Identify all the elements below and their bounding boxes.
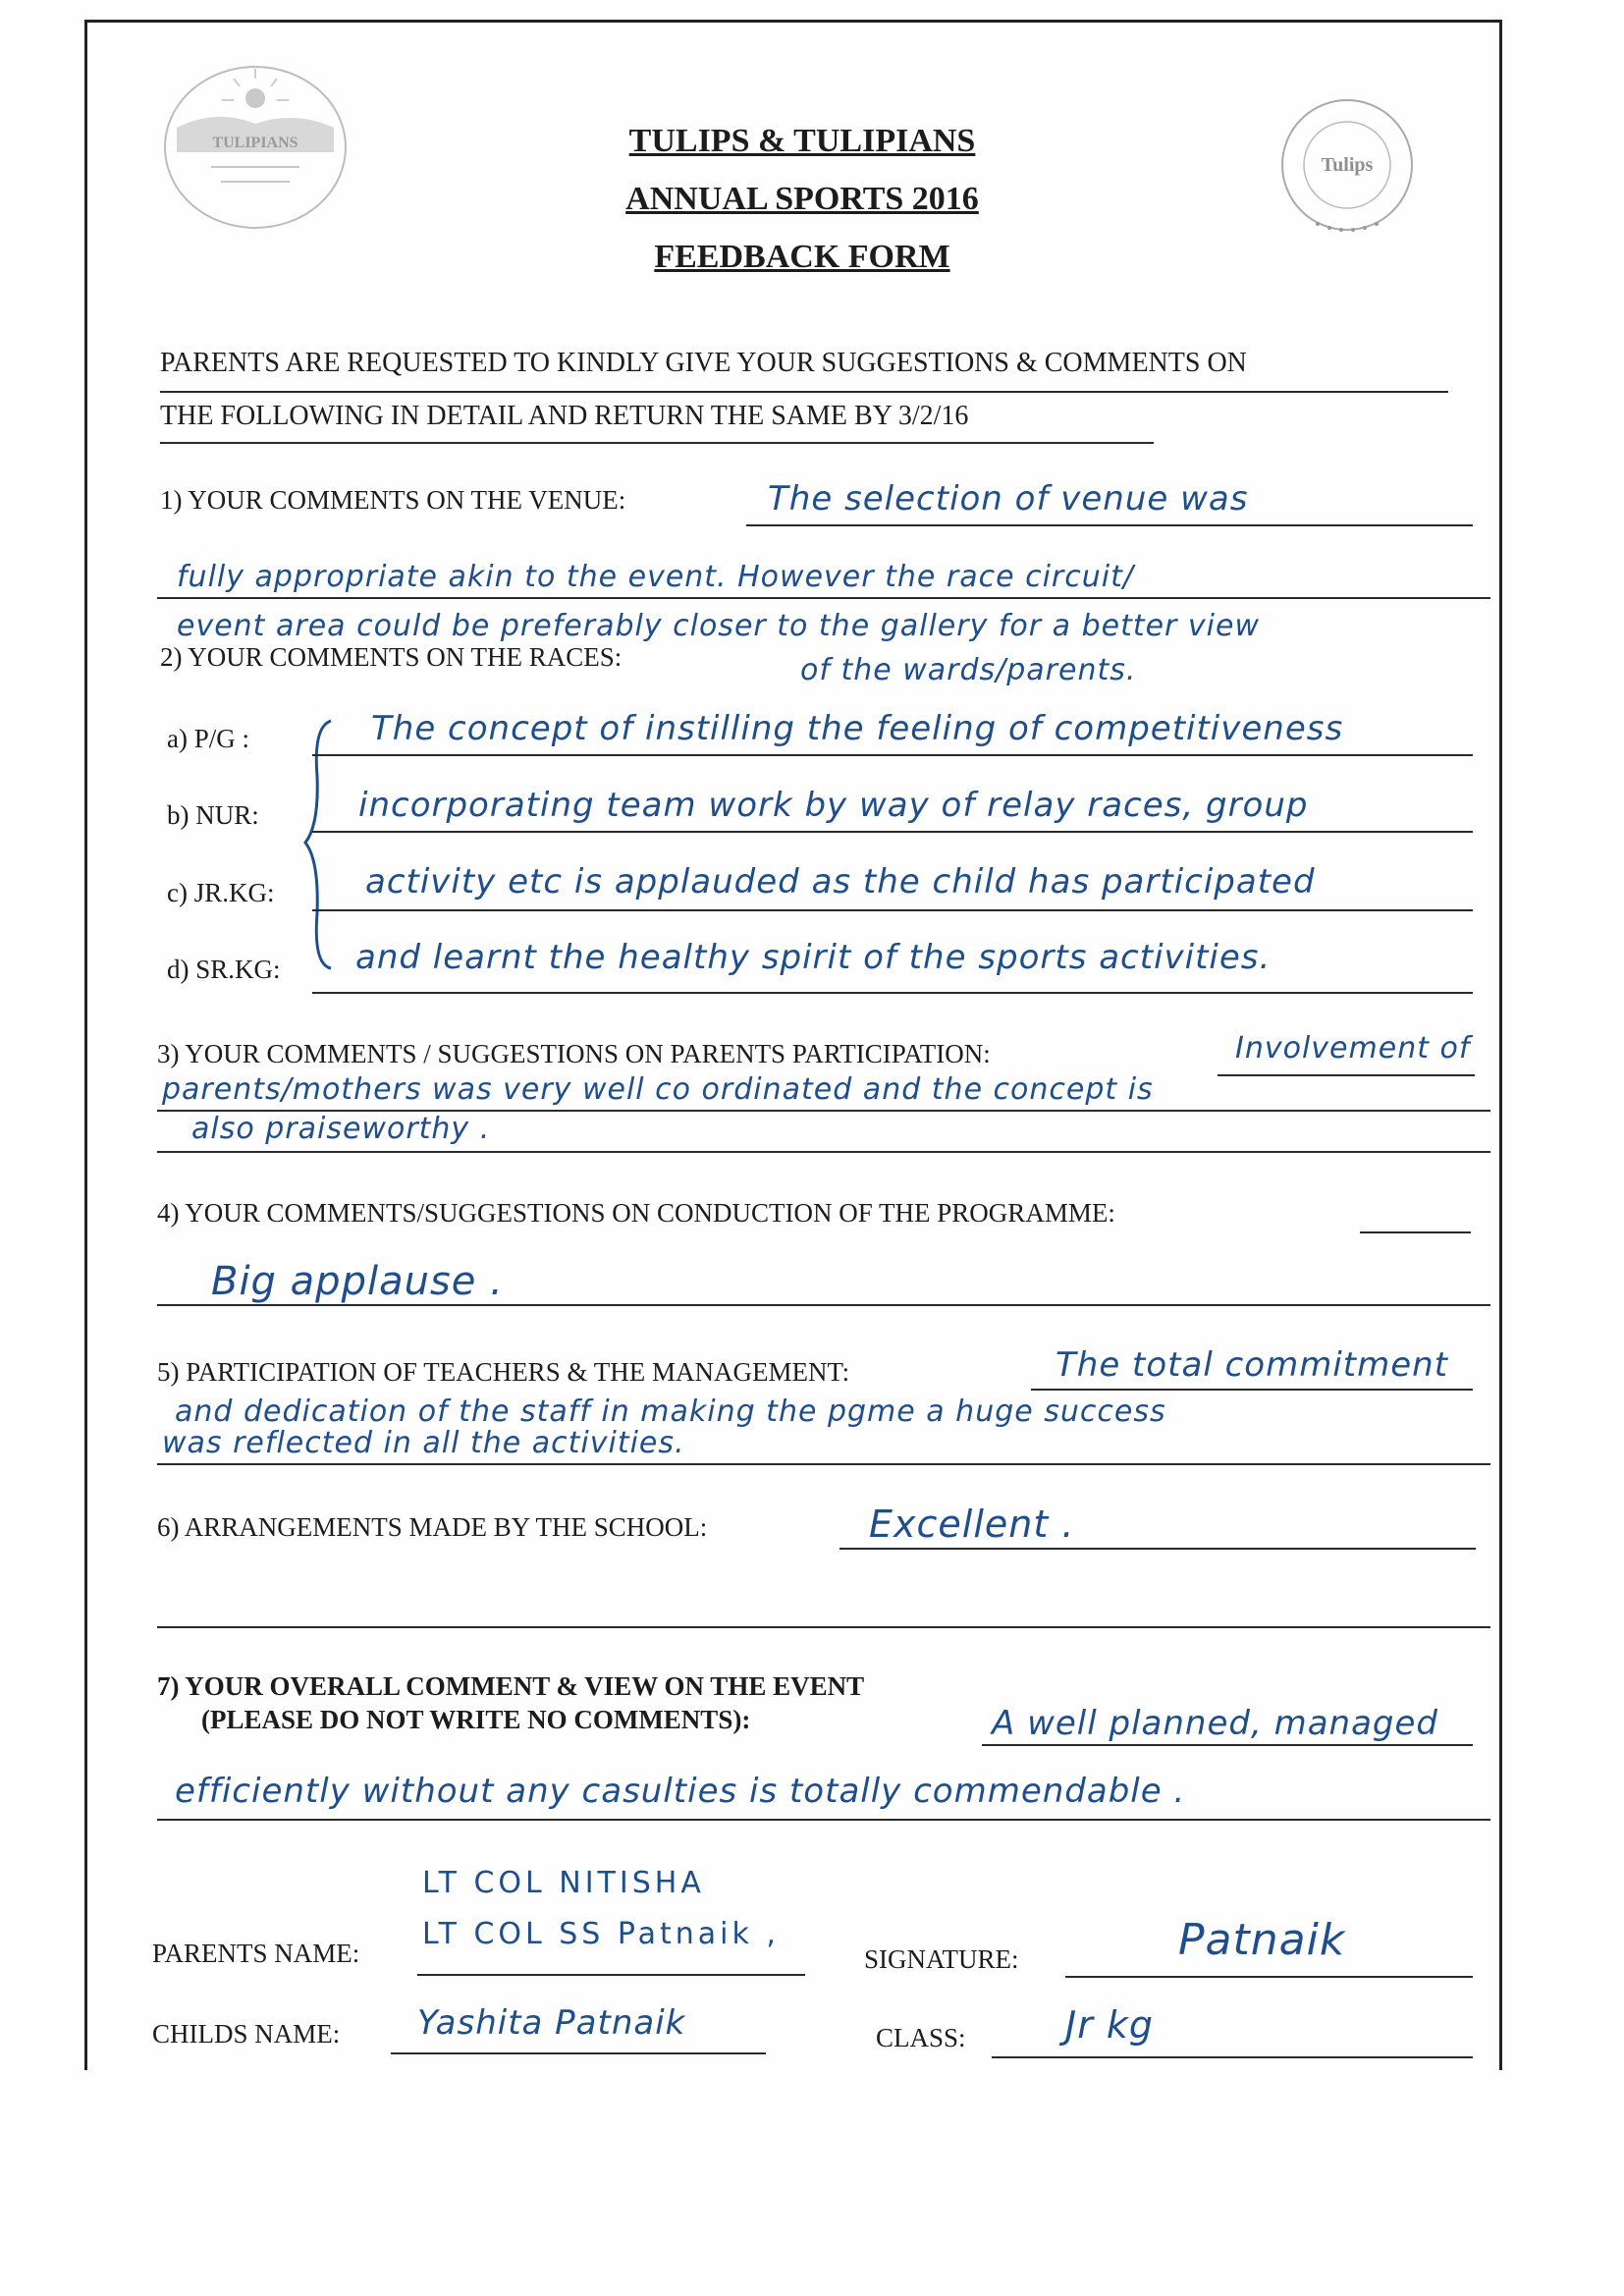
q2-answer-line-pg[interactable] bbox=[312, 754, 1473, 756]
q2-answer-1: The concept of instilling the feeling of competitiveness bbox=[371, 709, 1344, 748]
q5-answer-line-1[interactable] bbox=[1031, 1389, 1473, 1391]
q1-answer-line-2[interactable] bbox=[157, 597, 1490, 599]
q5-answer-2: and dedication of the staff in making the pgme a huge success bbox=[175, 1394, 1166, 1429]
logo-right-name: Tulips bbox=[1321, 154, 1374, 176]
q2-answer-line-jrkg[interactable] bbox=[312, 909, 1473, 911]
q4-label: 4) YOUR COMMENTS/SUGGESTIONS ON CONDUCTION OF THE PROGRAMME: bbox=[157, 1198, 1115, 1228]
q2-answer-2: incorporating team work by way of relay races, group bbox=[358, 786, 1309, 825]
form-title-school: TULIPS & TULIPIANS bbox=[628, 123, 976, 159]
instructions-line-1: PARENTS ARE REQUESTED TO KINDLY GIVE YOUR SUGGESTIONS & COMMENTS ON bbox=[160, 348, 1247, 378]
signature-value: Patnaik bbox=[1178, 1915, 1346, 1965]
q1-answer-4: of the wards/parents. bbox=[800, 653, 1137, 687]
childs-name-label: CHILDS NAME: bbox=[152, 2019, 341, 2049]
q1-answer-2: fully appropriate akin to the event. However the race circuit/ bbox=[177, 560, 1134, 594]
signature-line[interactable] bbox=[1065, 1976, 1473, 1978]
q3-label: 3) YOUR COMMENTS / SUGGESTIONS ON PARENTS PARTICIPATION: bbox=[157, 1039, 991, 1068]
q7-label-2: (PLEASE DO NOT WRITE NO COMMENTS): bbox=[201, 1705, 751, 1734]
q2-label: 2) YOUR COMMENTS ON THE RACES: bbox=[160, 642, 623, 672]
q2-class-pg: a) P/G : bbox=[167, 724, 249, 753]
q7-answer-1: A well planned, managed bbox=[992, 1704, 1438, 1743]
q1-label: 1) YOUR COMMENTS ON THE VENUE: bbox=[160, 485, 626, 515]
instructions-rule-2 bbox=[160, 442, 1154, 444]
q2-answer-4: and learnt the healthy spirit of the sports activities. bbox=[355, 938, 1272, 977]
parents-name-value-2: LT COL SS Patnaik , bbox=[422, 1917, 780, 1951]
form-title-type: FEEDBACK FORM bbox=[654, 239, 950, 275]
parents-name-line[interactable] bbox=[417, 1974, 805, 1976]
logo-left-name: TULIPIANS bbox=[212, 135, 298, 151]
q6-answer-line-2[interactable] bbox=[157, 1626, 1490, 1628]
q5-answer-3: was reflected in all the activities. bbox=[162, 1426, 685, 1460]
q7-label-1: 7) YOUR OVERALL COMMENT & VIEW ON THE EVENT bbox=[157, 1671, 865, 1701]
q1-answer-line-1[interactable] bbox=[746, 524, 1473, 526]
instructions-line-2: THE FOLLOWING IN DETAIL AND RETURN THE SAME BY 3/2/16 bbox=[160, 401, 969, 431]
parents-name-value-1: LT COL NITISHA bbox=[422, 1866, 705, 1900]
q4-answer-1: Big applause . bbox=[211, 1259, 504, 1304]
q2-class-srkg: d) SR.KG: bbox=[167, 955, 281, 984]
q6-label: 6) ARRANGEMENTS MADE BY THE SCHOOL: bbox=[157, 1512, 708, 1542]
signature-label: SIGNATURE: bbox=[864, 1944, 1019, 1974]
class-label: CLASS: bbox=[876, 2023, 966, 2052]
tulipians-logo bbox=[157, 59, 353, 236]
form-title-event: ANNUAL SPORTS 2016 bbox=[625, 181, 979, 217]
q7-answer-line-1[interactable] bbox=[982, 1744, 1473, 1746]
q3-answer-line-1[interactable] bbox=[1218, 1074, 1475, 1076]
q2-answer-line-nur[interactable] bbox=[312, 831, 1473, 833]
q2-class-nur: b) NUR: bbox=[167, 800, 259, 830]
q3-answer-2: parents/mothers was very well co ordinated and the concept is bbox=[162, 1072, 1154, 1107]
tulips-seal-logo bbox=[1259, 86, 1435, 253]
q7-answer-line-2[interactable] bbox=[157, 1819, 1490, 1821]
q3-answer-1: Involvement of bbox=[1235, 1031, 1471, 1066]
q4-answer-line-2[interactable] bbox=[157, 1304, 1490, 1306]
q6-answer-line-1[interactable] bbox=[839, 1548, 1476, 1550]
q4-answer-line-1[interactable] bbox=[1360, 1231, 1471, 1233]
q3-answer-line-3[interactable] bbox=[157, 1151, 1490, 1153]
instructions-rule-1 bbox=[160, 391, 1448, 393]
q2-class-jrkg: c) JR.KG: bbox=[167, 878, 275, 907]
q1-answer-1: The selection of venue was bbox=[768, 479, 1249, 519]
class-line[interactable] bbox=[992, 2056, 1473, 2058]
q5-answer-1: The total commitment bbox=[1056, 1345, 1449, 1385]
q2-answer-line-srkg[interactable] bbox=[312, 992, 1473, 994]
q7-answer-2: efficiently without any casulties is totally commendable . bbox=[175, 1772, 1186, 1811]
q1-answer-3: event area could be preferably closer to the gallery for a better view bbox=[177, 609, 1261, 643]
parents-name-label: PARENTS NAME: bbox=[152, 1939, 360, 1968]
childs-name-value: Yashita Patnaik bbox=[417, 2003, 686, 2043]
q5-answer-line-2[interactable] bbox=[157, 1463, 1490, 1465]
class-value: Jr kg bbox=[1065, 2003, 1155, 2047]
q5-label: 5) PARTICIPATION OF TEACHERS & THE MANAGEMENT: bbox=[157, 1357, 850, 1387]
childs-name-line[interactable] bbox=[391, 2052, 766, 2054]
q2-answer-3: activity etc is applauded as the child has participated bbox=[365, 862, 1316, 902]
q6-answer-1: Excellent . bbox=[869, 1503, 1075, 1546]
q3-answer-3: also praiseworthy . bbox=[191, 1112, 491, 1146]
